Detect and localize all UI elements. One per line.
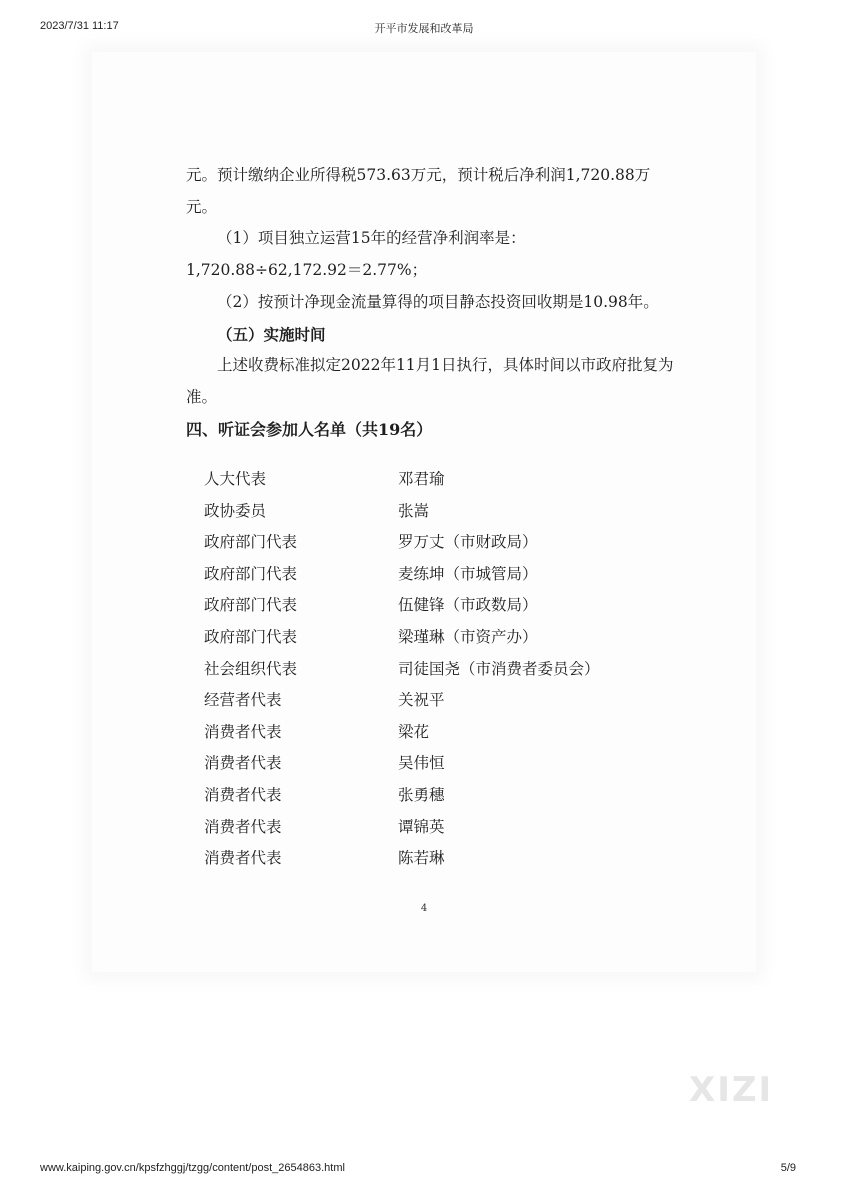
list-item xyxy=(204,812,664,844)
list-item xyxy=(204,559,664,591)
participant-name: 吴伟恒 xyxy=(398,754,445,773)
participant-name: 梁瑾琳（市资产办） xyxy=(398,627,538,646)
participant-role: 政协委员 xyxy=(204,501,267,520)
participant-role: 消费者代表 xyxy=(204,722,282,741)
participant-role: 政府部门代表 xyxy=(204,596,298,615)
participant-name: 张勇穗 xyxy=(398,785,445,804)
paragraph-implementation: 上述收费标准拟定2022年11月1日执行，具体时间以市政府批复为准。 xyxy=(186,356,674,406)
print-header xyxy=(0,20,848,36)
participant-name: 陈若琳 xyxy=(398,849,445,868)
participant-list xyxy=(204,464,664,875)
paragraph-profit-rate: （1）项目独立运营15年的经营净利润率是：1,720.88÷62,172.92＝2.77%； xyxy=(186,229,526,280)
participant-name: 伍健锋（市政数局） xyxy=(398,596,538,615)
list-item xyxy=(204,748,664,780)
list-item xyxy=(204,590,664,622)
print-datetime: 2023/7/31 11:17 xyxy=(40,20,119,32)
participant-name: 谭锦英 xyxy=(398,817,445,836)
participant-role: 消费者代表 xyxy=(204,817,282,836)
print-url: www.kaiping.gov.cn/kpsfzhggj/tzgg/content/post_2654863.html xyxy=(40,1162,345,1174)
participant-role: 人大代表 xyxy=(204,470,267,488)
participant-role: 社会组织代表 xyxy=(204,659,298,678)
list-item xyxy=(204,717,664,749)
paragraph-payback-period: （2）按预计净现金流量算得的项目静态投资回收期是10.98年。 xyxy=(217,292,659,311)
participant-name: 罗万丈（市财政局） xyxy=(398,533,538,552)
list-item xyxy=(204,685,664,717)
participant-role: 政府部门代表 xyxy=(204,533,298,552)
participant-role: 消费者代表 xyxy=(204,754,282,773)
participant-role: 经营者代表 xyxy=(204,691,282,710)
list-item xyxy=(204,654,664,686)
participant-name: 麦练坤（市城管局） xyxy=(398,564,538,583)
document-body xyxy=(186,160,676,445)
print-footer xyxy=(0,1162,848,1178)
document-page-number: 4 xyxy=(420,903,428,914)
print-page-counter: 5/9 xyxy=(780,1162,796,1174)
participant-role: 消费者代表 xyxy=(204,785,282,804)
list-item xyxy=(204,464,664,496)
participant-role: 政府部门代表 xyxy=(204,627,298,646)
participant-name: 关祝平 xyxy=(398,691,445,710)
print-site-title: 开平市发展和改革局 xyxy=(374,23,474,35)
list-item xyxy=(204,527,664,559)
participant-role: 政府部门代表 xyxy=(204,564,298,583)
participant-name: 司徒国尧（市消费者委员会） xyxy=(398,659,600,678)
participant-role: 消费者代表 xyxy=(204,849,282,868)
participant-name: 邓君瑜 xyxy=(398,470,445,488)
subsection-title: （五）实施时间 xyxy=(217,324,326,344)
paragraph-tax-profit: 元。预计缴纳企业所得税573.63万元，预计税后净利润1,720.88万元。 xyxy=(186,166,651,216)
list-item xyxy=(204,496,664,528)
watermark-logo: XIZI xyxy=(689,1070,774,1110)
section-title: 四、听证会参加人名单（共19名） xyxy=(186,419,433,439)
list-item xyxy=(204,622,664,654)
list-item xyxy=(204,843,664,875)
participant-name: 张嵩 xyxy=(398,501,430,520)
participant-name: 梁花 xyxy=(398,722,430,741)
list-item xyxy=(204,780,664,812)
